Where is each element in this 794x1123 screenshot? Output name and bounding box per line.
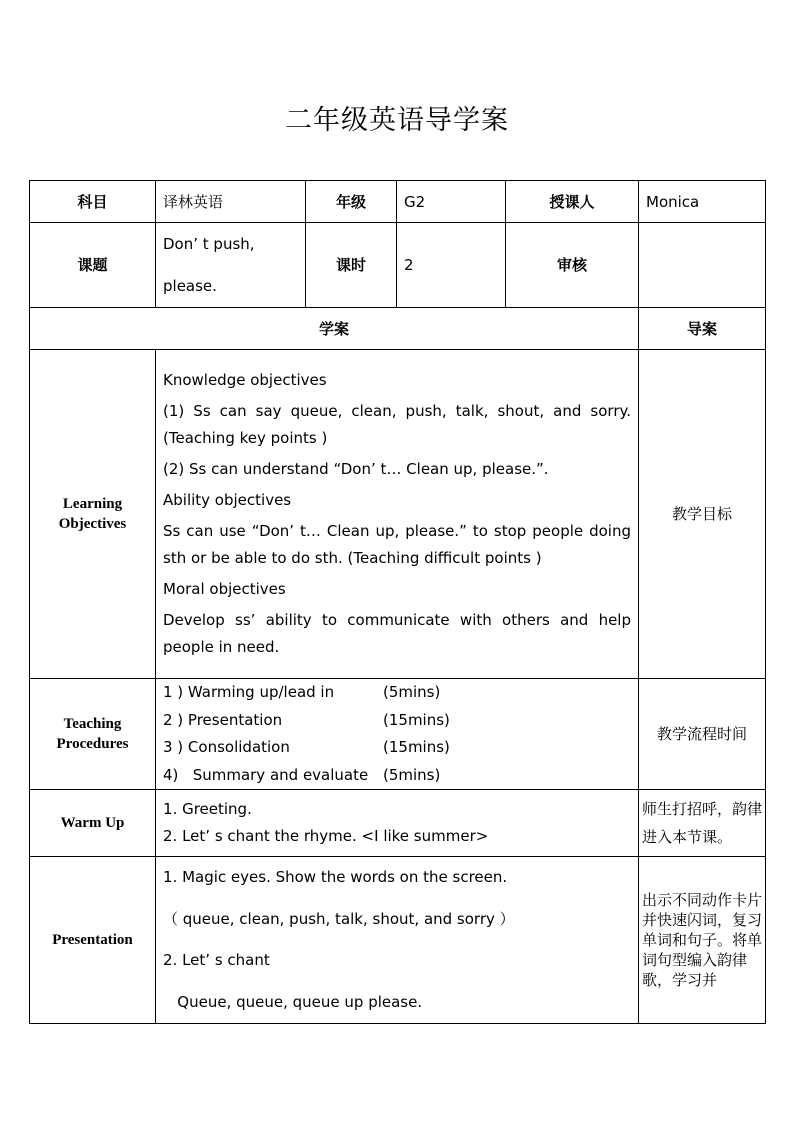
presentation-label: Presentation bbox=[30, 857, 156, 1024]
procedure-step-name: 1 ) Warming up/lead in bbox=[163, 683, 335, 701]
procedure-step-time: (5mins) bbox=[383, 683, 441, 701]
grade-value: G2 bbox=[397, 181, 506, 223]
warmup-guide: 师生打招呼，韵律进入本节课。 bbox=[639, 790, 766, 857]
procedure-step bbox=[163, 734, 631, 762]
review-value bbox=[639, 223, 766, 308]
topic-line-2: please. bbox=[163, 277, 217, 295]
presentation-line: （ queue, clean, push, talk, shout, and sorry ） bbox=[163, 909, 515, 928]
presentation-line: 1. Magic eyes. Show the words on the screen. bbox=[163, 868, 508, 886]
procedure-step-name: 3 ) Consolidation bbox=[163, 738, 290, 756]
objective-line: (2) Ss can understand “Don’ t… Clean up, please.”. bbox=[163, 460, 549, 478]
header-row-1 bbox=[30, 181, 766, 223]
procedure-step-time: (5mins) bbox=[383, 765, 441, 784]
period-value: 2 bbox=[397, 223, 506, 308]
presentation-line: 2. Let’ s chant bbox=[163, 951, 270, 969]
procedures-label bbox=[30, 679, 156, 790]
objectives-content bbox=[156, 350, 639, 679]
presentation-row bbox=[30, 857, 766, 1024]
objectives-row bbox=[30, 350, 766, 679]
procedure-step bbox=[163, 762, 631, 790]
procedure-step-time: (15mins) bbox=[383, 710, 450, 729]
objective-line: Ss can use “Don’ t… Clean up, please.” to stop people doing sth or be able to do sth. (Teaching difficult points ) bbox=[163, 522, 631, 567]
procedure-step-name: 4) Summary and evaluate bbox=[163, 765, 369, 784]
topic-label: 课题 bbox=[30, 223, 156, 308]
objective-line: (1) Ss can say queue, clean, push, talk, shout, and sorry. (Teaching key points ) bbox=[163, 402, 631, 447]
topic-line-1: Don’ t push, bbox=[163, 235, 255, 253]
objective-line: Ability objectives bbox=[163, 491, 292, 509]
warmup-item: 1. Greeting. bbox=[163, 800, 252, 818]
study-plan-header: 学案 bbox=[30, 308, 639, 350]
objectives-label-line-2: Objectives bbox=[58, 516, 127, 532]
warmup-content bbox=[156, 790, 639, 857]
presentation-guide: 出示不同动作卡片并快速闪词，复习单词和句子。将单词句型编入韵律歌，学习并 bbox=[639, 857, 766, 1024]
procedure-step bbox=[163, 679, 631, 707]
presentation-content bbox=[156, 857, 639, 1024]
subject-value: 译林英语 bbox=[156, 181, 306, 223]
objective-line: Moral objectives bbox=[163, 580, 286, 598]
objectives-label bbox=[30, 350, 156, 679]
section-header-row bbox=[30, 308, 766, 350]
procedures-label-line-2: Procedures bbox=[56, 736, 129, 752]
objectives-label-line-1: Learning bbox=[62, 496, 123, 512]
warmup-label: Warm Up bbox=[30, 790, 156, 857]
presentation-line: Queue, queue, queue up please. bbox=[163, 992, 423, 1011]
warmup-row bbox=[30, 790, 766, 857]
lesson-plan-table bbox=[29, 180, 766, 1024]
procedure-step bbox=[163, 707, 631, 735]
objectives-guide: 教学目标 bbox=[639, 350, 766, 679]
guide-plan-header: 导案 bbox=[639, 308, 766, 350]
header-row-2 bbox=[30, 223, 766, 308]
topic-value bbox=[156, 223, 306, 308]
procedures-content bbox=[156, 679, 639, 790]
procedure-step-time: (15mins) bbox=[383, 738, 450, 756]
procedures-label-line-1: Teaching bbox=[63, 716, 122, 732]
review-label: 审核 bbox=[506, 223, 639, 308]
period-label: 课时 bbox=[306, 223, 397, 308]
page-title: 二年级英语导学案 bbox=[285, 105, 509, 136]
objective-line: Knowledge objectives bbox=[163, 371, 327, 389]
procedures-row bbox=[30, 679, 766, 790]
teacher-label: 授课人 bbox=[506, 181, 639, 223]
procedure-step-name: 2 ) Presentation bbox=[163, 710, 283, 729]
teacher-value: Monica bbox=[639, 181, 766, 223]
grade-label: 年级 bbox=[306, 181, 397, 223]
procedures-guide: 教学流程时间 bbox=[639, 679, 766, 790]
subject-label: 科目 bbox=[30, 181, 156, 223]
objective-line: Develop ss’ ability to communicate with others and help people in need. bbox=[163, 611, 631, 656]
warmup-item: 2. Let’ s chant the rhyme. <I like summer> bbox=[163, 827, 489, 845]
